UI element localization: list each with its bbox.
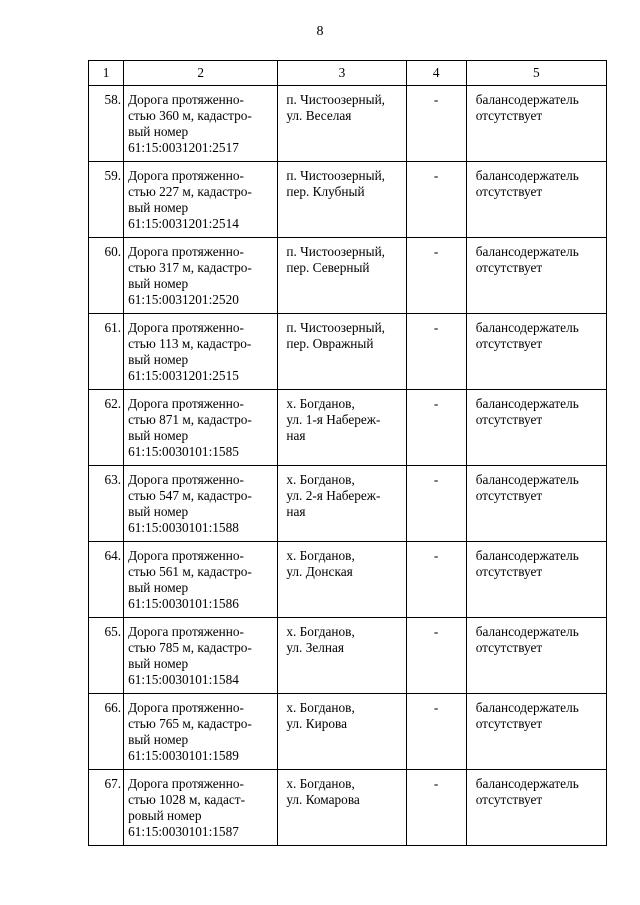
registry-table — [88, 60, 607, 846]
object-name-line: вый номер — [128, 732, 189, 747]
column4-cell: - — [406, 694, 466, 770]
object-name-line: вый номер — [128, 428, 189, 443]
table-row — [89, 694, 607, 770]
address-line: п. Чистоозерный, — [286, 320, 386, 335]
object-name-cell — [124, 314, 278, 390]
status-line: балансодержатель — [475, 168, 579, 183]
column4-cell: - — [406, 238, 466, 314]
object-name-line: Дорога протяженно- — [128, 168, 244, 183]
row-number: 64. — [89, 542, 124, 618]
status-line: отсутствует — [475, 716, 543, 731]
status-cell — [466, 238, 606, 314]
object-name-line: стью 227 м, кадастро- — [128, 184, 252, 199]
object-name-line: стью 1028 м, кадаст- — [128, 792, 246, 807]
object-name-line: вый номер — [128, 276, 189, 291]
status-line: балансодержатель — [475, 624, 579, 639]
table-row — [89, 390, 607, 466]
address-line: ная — [286, 428, 306, 443]
object-name-line: 61:15:0030101:1587 — [128, 824, 239, 839]
row-number: 59. — [89, 162, 124, 238]
object-name-line: стью 547 м, кадастро- — [128, 488, 252, 503]
column4-cell: - — [406, 542, 466, 618]
status-cell — [466, 542, 606, 618]
address-cell — [278, 770, 406, 846]
status-line: балансодержатель — [475, 396, 579, 411]
status-cell — [466, 314, 606, 390]
object-name-line: Дорога протяженно- — [128, 320, 244, 335]
object-name-line: 61:15:0030101:1584 — [128, 672, 239, 687]
address-line: п. Чистоозерный, — [286, 244, 386, 259]
address-cell — [278, 314, 406, 390]
table-row — [89, 542, 607, 618]
object-name-cell — [124, 390, 278, 466]
row-number: 63. — [89, 466, 124, 542]
object-name-line: вый номер — [128, 656, 189, 671]
address-line: х. Богданов, — [286, 700, 355, 715]
table-row — [89, 238, 607, 314]
table-row — [89, 162, 607, 238]
address-line: ул. Веселая — [286, 108, 352, 123]
table-row — [89, 466, 607, 542]
status-line: отсутствует — [475, 564, 543, 579]
object-name-cell — [124, 770, 278, 846]
address-line: ул. Кирова — [286, 716, 347, 731]
address-line: х. Богданов, — [286, 548, 355, 563]
table-row — [89, 770, 607, 846]
status-cell — [466, 694, 606, 770]
address-cell — [278, 542, 406, 618]
status-line: отсутствует — [475, 108, 543, 123]
header-row — [89, 61, 607, 86]
object-name-line: Дорога протяженно- — [128, 776, 244, 791]
object-name-line: вый номер — [128, 124, 189, 139]
object-name-line: Дорога протяженно- — [128, 92, 244, 107]
status-line: отсутствует — [475, 488, 543, 503]
table-row — [89, 618, 607, 694]
address-line: х. Богданов, — [286, 472, 355, 487]
status-line: отсутствует — [475, 792, 543, 807]
table-row — [89, 86, 607, 162]
status-line: балансодержатель — [475, 320, 579, 335]
object-name-line: стью 317 м, кадастро- — [128, 260, 252, 275]
object-name-line: стью 785 м, кадастро- — [128, 640, 252, 655]
row-number: 60. — [89, 238, 124, 314]
column4-cell: - — [406, 618, 466, 694]
object-name-line: 61:15:0030101:1588 — [128, 520, 239, 535]
row-number: 61. — [89, 314, 124, 390]
status-cell — [466, 86, 606, 162]
column4-cell: - — [406, 162, 466, 238]
status-line: отсутствует — [475, 336, 543, 351]
address-cell — [278, 466, 406, 542]
column4-cell: - — [406, 390, 466, 466]
address-line: х. Богданов, — [286, 776, 355, 791]
object-name-cell — [124, 694, 278, 770]
status-line: отсутствует — [475, 412, 543, 427]
status-line: балансодержатель — [475, 244, 579, 259]
column4-cell: - — [406, 314, 466, 390]
row-number: 66. — [89, 694, 124, 770]
status-line: балансодержатель — [475, 548, 579, 563]
object-name-cell — [124, 162, 278, 238]
object-name-line: стью 113 м, кадастро- — [128, 336, 252, 351]
address-cell — [278, 238, 406, 314]
address-line: х. Богданов, — [286, 396, 355, 411]
column4-cell: - — [406, 466, 466, 542]
column-header: 4 — [406, 61, 466, 86]
row-number: 65. — [89, 618, 124, 694]
status-cell — [466, 618, 606, 694]
address-line: ул. 1-я Набереж- — [286, 412, 381, 427]
address-line: ул. Зелная — [286, 640, 345, 655]
object-name-line: Дорога протяженно- — [128, 700, 244, 715]
address-line: п. Чистоозерный, — [286, 92, 386, 107]
address-line: ная — [286, 504, 306, 519]
object-name-line: стью 871 м, кадастро- — [128, 412, 252, 427]
object-name-line: ровый номер — [128, 808, 202, 823]
status-line: балансодержатель — [475, 700, 579, 715]
address-line: пер. Северный — [286, 260, 370, 275]
status-line: балансодержатель — [475, 472, 579, 487]
row-number: 62. — [89, 390, 124, 466]
object-name-line: вый номер — [128, 580, 189, 595]
status-cell — [466, 466, 606, 542]
address-line: ул. 2-я Набереж- — [286, 488, 381, 503]
column-header: 2 — [124, 61, 278, 86]
table-body — [89, 86, 607, 846]
address-cell — [278, 86, 406, 162]
object-name-line: 61:15:0031201:2515 — [128, 368, 239, 383]
table-row — [89, 314, 607, 390]
object-name-line: 61:15:0031201:2517 — [128, 140, 239, 155]
object-name-line: Дорога протяженно- — [128, 396, 244, 411]
status-cell — [466, 770, 606, 846]
object-name-line: Дорога протяженно- — [128, 548, 244, 563]
object-name-line: стью 360 м, кадастро- — [128, 108, 252, 123]
object-name-line: Дорога протяженно- — [128, 244, 244, 259]
column4-cell: - — [406, 770, 466, 846]
status-line: отсутствует — [475, 640, 543, 655]
status-line: отсутствует — [475, 184, 543, 199]
address-line: пер. Овражный — [286, 336, 374, 351]
object-name-line: 61:15:0030101:1589 — [128, 748, 239, 763]
object-name-cell — [124, 618, 278, 694]
page-number: 8 — [316, 24, 324, 39]
status-line: отсутствует — [475, 260, 543, 275]
status-line: балансодержатель — [475, 92, 579, 107]
address-line: х. Богданов, — [286, 624, 355, 639]
column-header: 5 — [466, 61, 606, 86]
status-cell — [466, 390, 606, 466]
address-line: ул. Донская — [286, 564, 353, 579]
object-name-cell — [124, 466, 278, 542]
column-header: 3 — [278, 61, 406, 86]
object-name-line: 61:15:0030101:1585 — [128, 444, 239, 459]
address-cell — [278, 618, 406, 694]
object-name-cell — [124, 86, 278, 162]
object-name-line: Дорога протяженно- — [128, 624, 244, 639]
status-line: балансодержатель — [475, 776, 579, 791]
object-name-line: 61:15:0031201:2514 — [128, 216, 239, 231]
object-name-line: 61:15:0031201:2520 — [128, 292, 239, 307]
object-name-cell — [124, 238, 278, 314]
row-number: 67. — [89, 770, 124, 846]
object-name-line: стью 765 м, кадастро- — [128, 716, 252, 731]
object-name-line: вый номер — [128, 504, 189, 519]
object-name-line: Дорога протяженно- — [128, 472, 244, 487]
row-number: 58. — [89, 86, 124, 162]
address-cell — [278, 162, 406, 238]
column4-cell: - — [406, 86, 466, 162]
address-line: пер. Клубный — [286, 184, 365, 199]
address-line: ул. Комарова — [286, 792, 360, 807]
status-cell — [466, 162, 606, 238]
column-header: 1 — [89, 61, 124, 86]
object-name-cell — [124, 542, 278, 618]
address-cell — [278, 390, 406, 466]
address-cell — [278, 694, 406, 770]
address-line: п. Чистоозерный, — [286, 168, 386, 183]
object-name-line: стью 561 м, кадастро- — [128, 564, 252, 579]
object-name-line: 61:15:0030101:1586 — [128, 596, 239, 611]
object-name-line: вый номер — [128, 200, 189, 215]
object-name-line: вый номер — [128, 352, 189, 367]
